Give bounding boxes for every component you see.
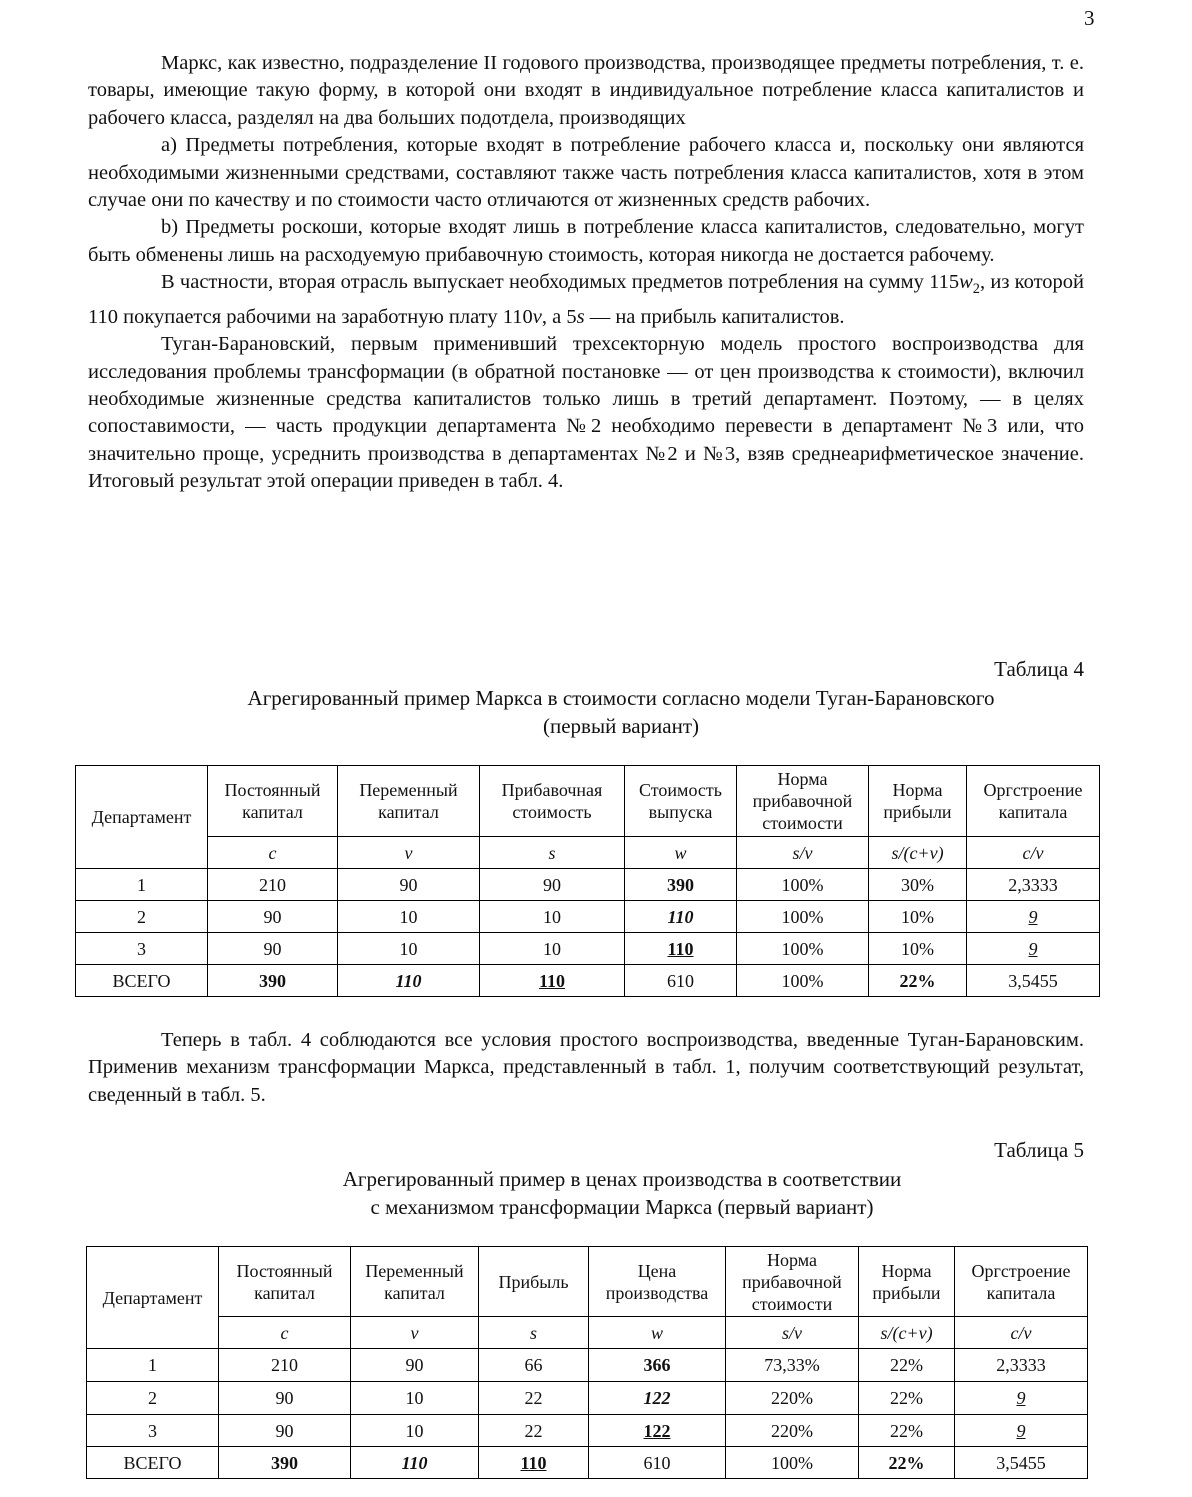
table5 — [86, 1246, 1088, 1479]
table4-symbol-cell: c — [208, 837, 338, 869]
table5-cell: 9 — [955, 1415, 1088, 1447]
table4-cell: 2 — [76, 901, 208, 933]
table5-cell: 22 — [479, 1382, 589, 1415]
table5-cell: 22% — [859, 1349, 955, 1382]
table5-cell: 9 — [955, 1382, 1088, 1415]
table4-symbol-cell: w — [625, 837, 737, 869]
paragraph-1: Маркс, как известно, подразделение II годового производства, производящее предметы потребления, т. е. товары, имеющие такую форму, в которой они входят в индивидуальное потребление класса капиталистов и рабочего класса, разделял на два больших подотдела, производящих — [88, 52, 1084, 129]
table5-cell: 10 — [351, 1382, 479, 1415]
table4-header-cell: Департамент — [76, 766, 208, 869]
table5-header-cell: Переменный капитал — [351, 1247, 479, 1317]
table4-cell: 3 — [76, 933, 208, 965]
table5-cell: 122 — [589, 1415, 726, 1447]
table5-symbol-cell: c — [219, 1317, 351, 1349]
table5-cell: 220% — [726, 1415, 859, 1447]
table5-cell: 122 — [589, 1382, 726, 1415]
table4-cell: 90 — [338, 869, 480, 901]
paragraph-5: Туган-Барановский, первым применивший трехсекторную модель простого воспроизводства для исследования проблемы трансформации (в обратной постановке — от цен производства к стоимости), включил необходимые жизненные средства капиталистов только лишь в третий департамент. Поэтому, — в целях сопоставимости, — часть продукции департамента №2 необходимо перевести в департамент №3 или, что значительно проще, усреднить производства в департаментах №2 и №3, взяв среднеарифметическое значение. Итоговый результат этой операции приведен в табл. 4. — [88, 333, 1084, 493]
table5-symbol-cell: s/v — [726, 1317, 859, 1349]
table5-cell: 2,3333 — [955, 1349, 1088, 1382]
table5-cell: 3 — [87, 1415, 219, 1447]
table4-header-cell: Норма прибыли — [869, 766, 967, 837]
table4-row — [76, 901, 1100, 933]
table5-header-cell: Департамент — [87, 1247, 219, 1349]
table5-cell: 1 — [87, 1349, 219, 1382]
table4-header-cell: Стоимость выпуска — [625, 766, 737, 837]
table4-header-cell: Оргстроение капитала — [967, 766, 1100, 837]
table4-cell: 390 — [625, 869, 737, 901]
table5-header-cell: Цена производства — [589, 1247, 726, 1317]
table5-row — [87, 1415, 1088, 1447]
table5-cell: 22 — [479, 1415, 589, 1447]
table4-cell: 100% — [737, 965, 869, 997]
table4 — [75, 765, 1100, 997]
table5-cell: 22% — [859, 1415, 955, 1447]
table5-cell: 610 — [589, 1447, 726, 1479]
table4-total-row — [76, 965, 1100, 997]
table4-cell: 610 — [625, 965, 737, 997]
table5-header-cell: Норма прибыли — [859, 1247, 955, 1317]
table5-symbol-cell: s — [479, 1317, 589, 1349]
table5-cell: 220% — [726, 1382, 859, 1415]
table4-symbol-cell: c/v — [967, 837, 1100, 869]
table5-cell: 90 — [351, 1349, 479, 1382]
table4-cell: 110 — [625, 901, 737, 933]
table4-cell: 10 — [480, 933, 625, 965]
table5-caption: Агрегированный пример в ценах производства в соответствии с механизмом трансформации Маркса (первый вариант) — [342, 1167, 902, 1219]
table4-cell: 1 — [76, 869, 208, 901]
table4-cell: 3,5455 — [967, 965, 1100, 997]
table4-cell: 90 — [208, 901, 338, 933]
table5-cell: 90 — [219, 1382, 351, 1415]
table4-symbol-cell: s/(c+v) — [869, 837, 967, 869]
table4-cell: 10% — [869, 901, 967, 933]
table4-cell: 9 — [967, 901, 1100, 933]
table4-label: Таблица 4 — [994, 657, 1084, 681]
table5-cell: 110 — [351, 1447, 479, 1479]
table5-total-row — [87, 1447, 1088, 1479]
table5-row — [87, 1349, 1088, 1382]
table5-row — [87, 1382, 1088, 1415]
table4-symbol-cell: s/v — [737, 837, 869, 869]
body-text — [88, 50, 1084, 496]
table4-cell: 110 — [480, 965, 625, 997]
table4-cell: 2,3333 — [967, 869, 1100, 901]
mid-text — [88, 1027, 1084, 1109]
table5-cell: ВСЕГО — [87, 1447, 219, 1479]
table5-header-row — [87, 1247, 1088, 1317]
table5-cell: 110 — [479, 1447, 589, 1479]
table4-cell: 90 — [208, 933, 338, 965]
table5-cell: 390 — [219, 1447, 351, 1479]
table5-cell: 366 — [589, 1349, 726, 1382]
table5-symbol-cell: s/(c+v) — [859, 1317, 955, 1349]
table4-symbol-cell: v — [338, 837, 480, 869]
table4-symbol-cell: s — [480, 837, 625, 869]
table4-cell: 9 — [967, 933, 1100, 965]
table5-cell: 22% — [859, 1382, 955, 1415]
paragraph-6: Теперь в табл. 4 соблюдаются все условия простого воспроизводства, введенные Туган-Барановским. Применив механизм трансформации Маркса, представленный в табл. 1, получим соответствующий результат, сведенный в табл. 5. — [88, 1029, 1084, 1106]
table5-symbol-cell: c/v — [955, 1317, 1088, 1349]
table4-symbol-row — [76, 837, 1100, 869]
table5-header-cell: Норма прибавочной стоимости — [726, 1247, 859, 1317]
table4-header-row — [76, 766, 1100, 837]
table4-cell: 390 — [208, 965, 338, 997]
table5-cell: 2 — [87, 1382, 219, 1415]
table5-header-cell: Прибыль — [479, 1247, 589, 1317]
table4-cell: 90 — [480, 869, 625, 901]
table4-cell: 30% — [869, 869, 967, 901]
paragraph-4: В частности, вторая отрасль выпускает необходимых предметов потребления на сумму $115w_2$, из которой 110 покупается рабочими на заработную плату 110v, а 5s — на прибыль капиталистов. — [88, 271, 1084, 328]
page-number: 3 — [1084, 6, 1095, 30]
table4-cell: 10 — [338, 933, 480, 965]
table5-cell: 90 — [219, 1415, 351, 1447]
table4-row — [76, 933, 1100, 965]
table4-cell: 22% — [869, 965, 967, 997]
table4-header-cell: Норма прибавочной стоимости — [737, 766, 869, 837]
table4-cell: 100% — [737, 901, 869, 933]
table5-cell: 10 — [351, 1415, 479, 1447]
table4-cell: 10 — [338, 901, 480, 933]
table4-caption: Агрегированный пример Маркса в стоимости согласно модели Туган-Барановского (первый вариант) — [247, 686, 995, 738]
table4-header-cell: Постоянный капитал — [208, 766, 338, 837]
table5-cell: 3,5455 — [955, 1447, 1088, 1479]
table4-cell: 210 — [208, 869, 338, 901]
paragraph-3: b) Предметы роскоши, которые входят лишь в потребление класса капиталистов, следовательно, могут быть обменены лишь на расходуемую прибавочную стоимость, которая никогда не достается рабочему. — [88, 216, 1084, 266]
table5-label: Таблица 5 — [994, 1138, 1084, 1162]
table5-symbol-cell: w — [589, 1317, 726, 1349]
table4-cell: 100% — [737, 933, 869, 965]
table5-symbol-row — [87, 1317, 1088, 1349]
table5-cell: 66 — [479, 1349, 589, 1382]
table4-cell: 110 — [625, 933, 737, 965]
paragraph-2: a) Предметы потребления, которые входят в потребление рабочего класса и, поскольку они являются необходимыми жизненными средствами, составляют также часть потребления класса капиталистов, хотя в этом случае они по качеству и по стоимости часто отличаются от жизненных средств рабочих. — [88, 134, 1084, 212]
table4-cell: ВСЕГО — [76, 965, 208, 997]
table5-cell: 100% — [726, 1447, 859, 1479]
table4-header-cell: Переменный капитал — [338, 766, 480, 837]
table5-symbol-cell: v — [351, 1317, 479, 1349]
table5-header-cell: Постоянный капитал — [219, 1247, 351, 1317]
table4-cell: 10 — [480, 901, 625, 933]
table4-cell: 110 — [338, 965, 480, 997]
table4-cell: 100% — [737, 869, 869, 901]
table5-cell: 210 — [219, 1349, 351, 1382]
table4-row — [76, 869, 1100, 901]
table5-cell: 73,33% — [726, 1349, 859, 1382]
table5-header-cell: Оргстроение капитала — [955, 1247, 1088, 1317]
table4-cell: 10% — [869, 933, 967, 965]
table4-header-cell: Прибавочная стоимость — [480, 766, 625, 837]
table5-cell: 22% — [859, 1447, 955, 1479]
